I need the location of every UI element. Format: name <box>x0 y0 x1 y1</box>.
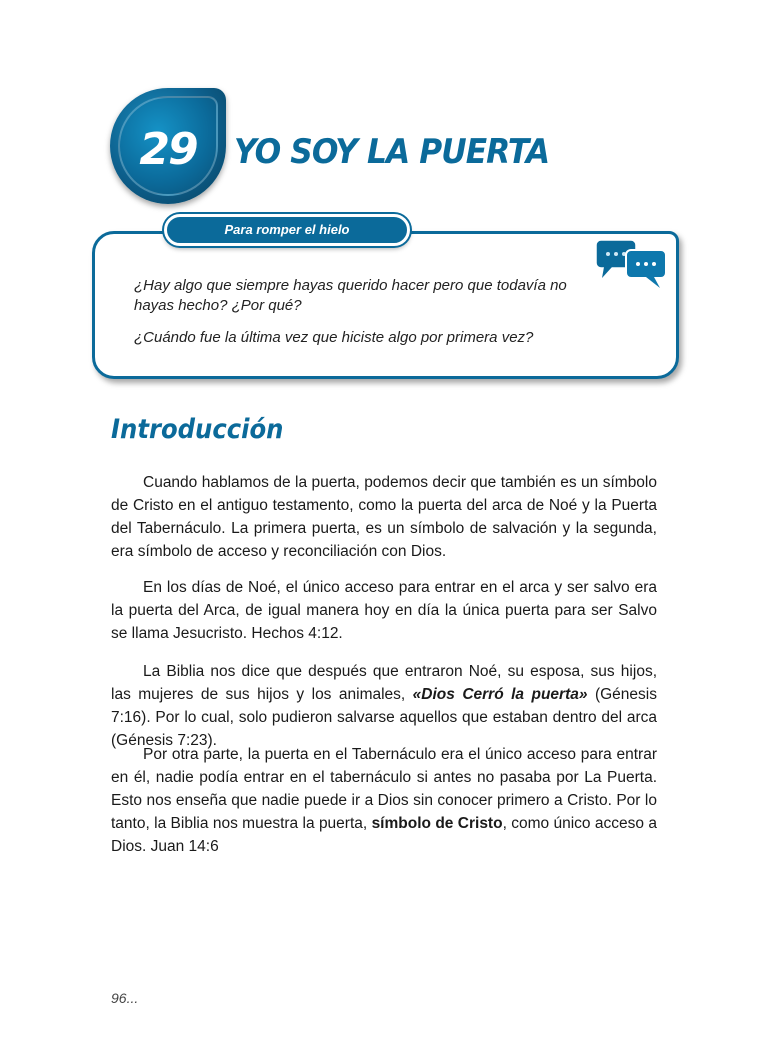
paragraph-2-text: En los días de Noé, el único acceso para entrar en el arca y ser salvo era la puerta del Arca, de igual manera hoy en día la única puerta para ser Salvo se llama Jesucristo. Hechos 4:12. <box>111 579 657 642</box>
paragraph-1-text: Cuando hablamos de la puerta, podemos decir que también es un símbolo de Cristo en el antiguo testamento, como la puerta del arca de Noé y la Puerta del Tabernáculo. La primera puerta, es un símbolo de salvación y la segunda, era símbolo de acceso y reconciliación con Dios. <box>111 474 657 560</box>
icebreaker-question-1-line-2: hayas hecho? ¿Por qué? <box>134 297 302 314</box>
icebreaker-question-2: ¿Cuándo fue la última vez que hiciste algo por primera vez? <box>134 329 534 346</box>
paragraph-3-emphasis: «Dios Cerró la puerta» <box>412 686 588 703</box>
paragraph-4 <box>111 743 657 858</box>
icebreaker-label: Para romper el hielo <box>164 214 410 246</box>
paragraph-4-after: , como único acceso a Dios. Juan 14:6 <box>111 815 658 855</box>
introduction-heading: Introducción <box>111 414 284 445</box>
paragraph-2 <box>111 576 657 645</box>
paragraph-3 <box>111 660 657 752</box>
icebreaker-question-1-line-1: ¿Hay algo que siempre hayas querido hacer pero que todavía no <box>134 277 567 294</box>
paragraph-4-text <box>111 743 657 858</box>
paragraph-3-text <box>111 660 657 752</box>
paragraph-4-emphasis: símbolo de Cristo <box>371 815 503 832</box>
chapter-number-badge <box>110 88 226 204</box>
chapter-title: YO SOY LA PUERTA <box>234 132 550 172</box>
chat-bubbles-icon <box>594 238 670 290</box>
page-number: 96... <box>111 990 139 1006</box>
icebreaker-question-1 <box>134 276 574 316</box>
paragraph-1 <box>111 471 657 563</box>
chapter-number-badge-inner <box>118 96 218 196</box>
paragraph-3-after: (Génesis 7:16). Por lo cual, solo pudieron salvarse aquellos que estaban dentro del arca (Génesis 7:23). <box>111 686 657 749</box>
chapter-number: 29 <box>139 124 197 175</box>
paragraph-3-before: La Biblia nos dice que después que entraron Noé, su esposa, sus hijos, las mujeres de sus hijos y los animales, <box>111 663 657 703</box>
paragraph-4-before: Por otra parte, la puerta en el Tabernáculo era el único acceso para entrar en él, nadie podía entrar en el tabernáculo si antes no pasaba por La Puerta. Esto nos enseña que nadie puede ir a Dios sin conocer primero a Cristo. Por lo tanto, la Biblia nos muestra la puerta, <box>111 746 657 832</box>
